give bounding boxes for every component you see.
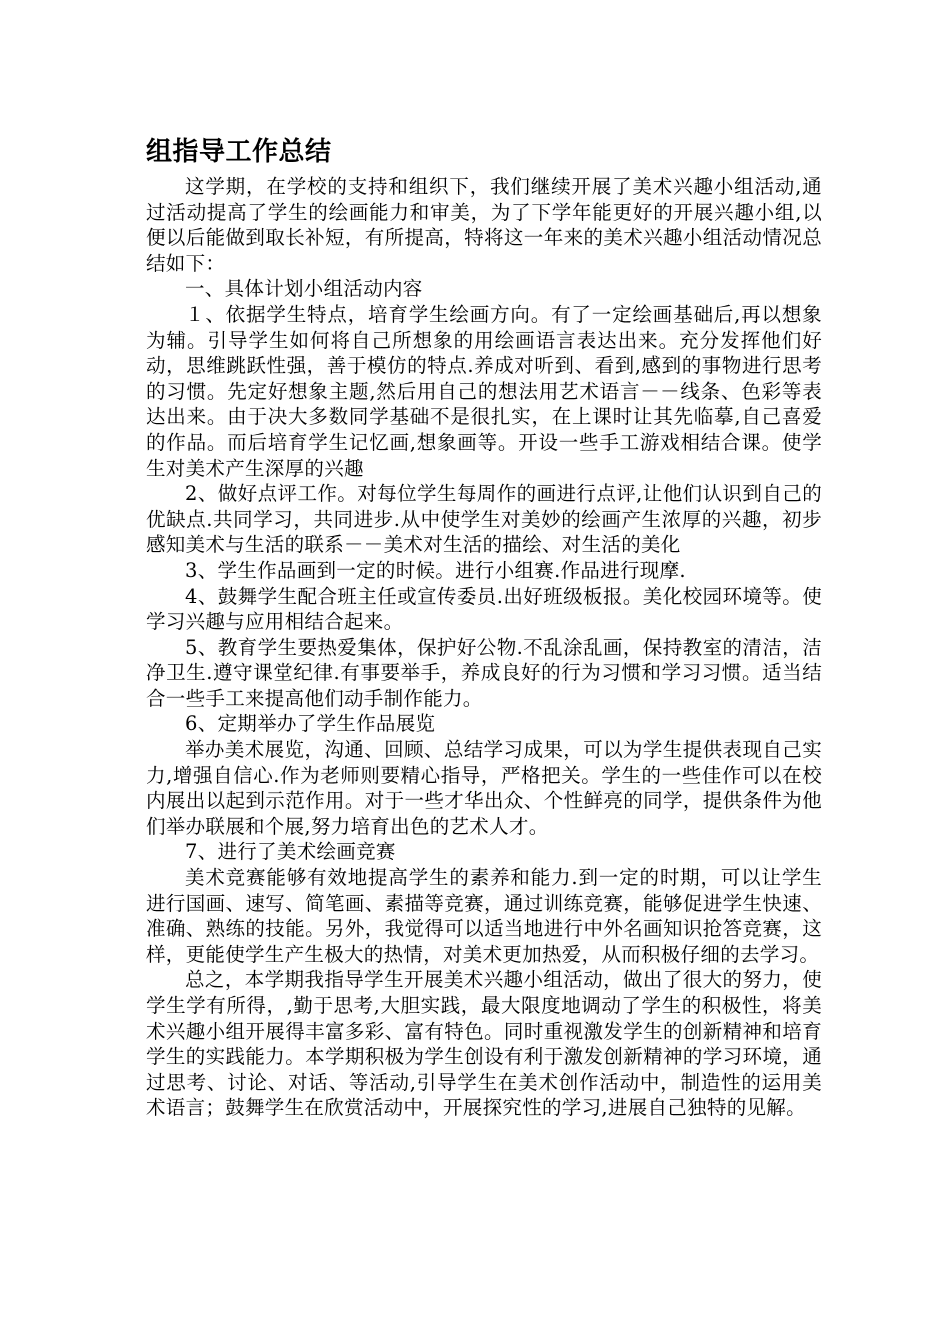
item-2-paragraph: 2、做好点评工作。对每位学生每周作的画进行点评,让他们认识到自己的优缺点.共同学习，共同进步.从中使学生对美妙的绘画产生浓厚的兴趣，初步感知美术与生活的联系－－美术对生活的描绘、对生活的美化: [146, 482, 822, 557]
item-3-paragraph: 3、学生作品画到一定的时候。进行小组赛.作品进行现摩.: [185, 558, 686, 582]
item-5-paragraph: 5、教育学生要热爱集体，保护好公物.不乱涂乱画，保持教室的清洁，洁净卫生.遵守课堂纪律.有事要举手，养成良好的行为习惯和学习习惯。适当结合一些手工来提高他们动手制作能力。: [146, 635, 822, 710]
document-page: [146, 132, 822, 1121]
document-body: [146, 174, 822, 1121]
item-1-paragraph: １、依据学生特点，培育学生绘画方向。有了一定绘画基础后,再以想象为辅。引导学生如何将自己所想象的用绘画语言表达出来。充分发挥他们好动，思维跳跃性强，善于模仿的特点.养成对听到、看到,感到的事物进行思考的习惯。先定好想象主题,然后用自己的想法用艺术语言－－线条、色彩等表达出来。由于决大多数同学基础不是很扎实，在上课时让其先临摹,自己喜爱的作品。而后培育学生记忆画,想象画等。开设一些手工游戏相结合课。使学生对美术产生深厚的兴趣: [146, 302, 822, 480]
intro-paragraph: 这学期，在学校的支持和组织下，我们继续开展了美术兴趣小组活动,通过活动提高了学生的绘画能力和审美，为了下学年能更好的开展兴趣小组,以便以后能做到取长补短，有所提高，特将这一年来的美术兴趣小组活动情况总结如下：: [146, 175, 822, 275]
item-6-paragraph: 举办美术展览，沟通、回顾、总结学习成果，可以为学生提供表现自己实力,增强自信心.作为老师则要精心指导，严格把关。学生的一些佳作可以在校内展出以起到示范作用。对于一些才华出众、个性鲜亮的同学，提供条件为他们举办联展和个展,努力培育出色的艺术人才。: [146, 738, 822, 838]
item-6-heading: 6、定期举办了学生作品展览: [185, 712, 436, 736]
item-7-paragraph: 美术竞赛能够有效地提高学生的素养和能力.到一定的时期，可以让学生进行国画、速写、简笔画、素描等竞赛，通过训练竞赛，能够促进学生快速、准确、熟练的技能。另外，我觉得可以适当地进行中外名画知识抢答竞赛，这样，更能使学生产生极大的热情，对美术更加热爱，从而积极仔细的去学习。: [146, 866, 822, 966]
item-7-heading: 7、进行了美术绘画竞赛: [185, 840, 396, 864]
section-heading: 一、具体计划小组活动内容: [185, 277, 423, 301]
conclusion-paragraph: 总之，本学期我指导学生开展美术兴趣小组活动，做出了很大的努力，使学生学有所得，,勤于思考,大胆实践，最大限度地调动了学生的积极性，将美术兴趣小组开展得丰富多彩、富有特色。同时重视激发学生的创新精神和培育学生的实践能力。本学期积极为学生创设有利于激发创新精神的学习环境，通过思考、讨论、对话、等活动,引导学生在美术创作活动中，制造性的运用美术语言；鼓舞学生在欣赏活动中，开展探究性的学习,进展自己独特的见解。: [146, 968, 822, 1120]
document-title: 组指导工作总结: [146, 137, 332, 167]
item-4-paragraph: 4、鼓舞学生配合班主任或宣传委员.出好班级板报。美化校园环境等。使学习兴趣与应用相结合起来。: [146, 584, 822, 634]
